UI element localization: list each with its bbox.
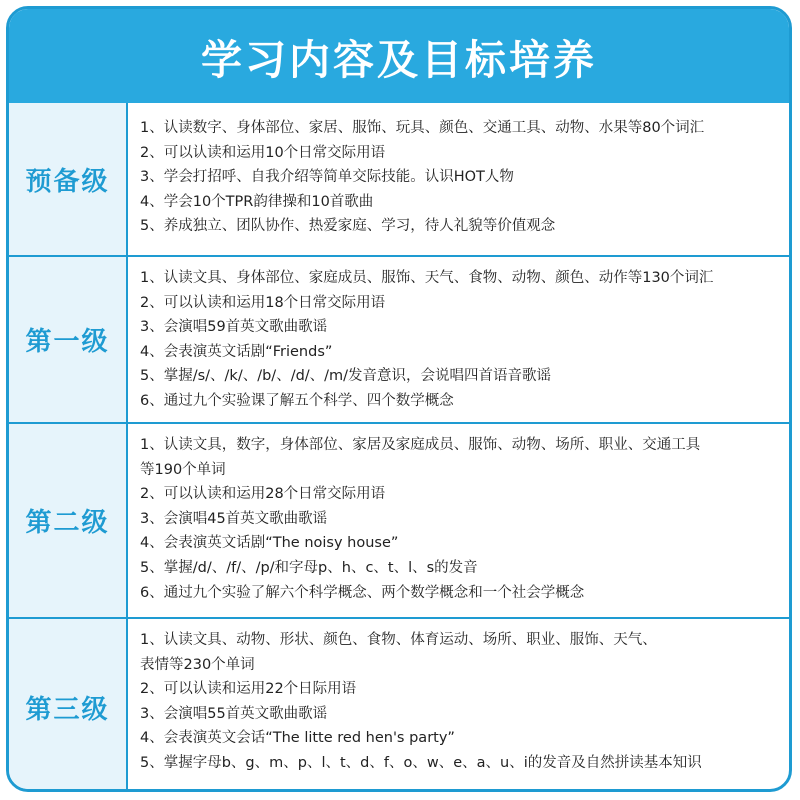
list-item: 1、认读文具、身体部位、家庭成员、服饰、天气、食物、动物、颜色、动作等130个词汇 bbox=[140, 270, 714, 286]
level-row-2 bbox=[9, 422, 789, 617]
list-item: 6、通过九个实验课了解五个科学、四个数学概念 bbox=[140, 392, 454, 409]
level-row-3 bbox=[9, 617, 789, 792]
list-item: 1、认读文具，数字，身体部位、家居及家庭成员、服饰、动物、场所、职业、交通工具 bbox=[140, 437, 701, 453]
list-item: 1、认读数字、身体部位、家居、服饰、玩具、颜色、交通工具、动物、水果等80个词汇 bbox=[140, 120, 705, 136]
level-label-cell bbox=[9, 257, 128, 422]
level-label: 第三级 bbox=[25, 694, 110, 725]
list-item: 2、可以认读和运用22个日际用语 bbox=[140, 681, 357, 698]
list-item: 5、掌握/s/、/k/、/b/、/d/、/m/发音意识，会说唱四首语音歌谣 bbox=[140, 368, 552, 385]
list-item: 5、掌握/d/、/f/、/p/和字母p、h、c、t、l、s的发音 bbox=[140, 559, 478, 576]
list-item: 表情等230个单词 bbox=[140, 656, 255, 673]
list-item: 4、会表演英文话剧“The noisy house” bbox=[140, 535, 399, 552]
level-content bbox=[128, 257, 789, 422]
list-item: 5、掌握字母b、g、m、p、l、t、d、f、o、w、e、a、u、i的发音及自然拼读基本知识 bbox=[140, 754, 702, 771]
list-item: 等190个单词 bbox=[140, 461, 226, 478]
level-content bbox=[128, 424, 789, 617]
curriculum-table bbox=[9, 103, 789, 789]
level-content bbox=[128, 619, 789, 792]
level-label-cell bbox=[9, 619, 128, 792]
list-item: 4、会表演英文话剧“Friends” bbox=[140, 343, 333, 360]
list-item: 2、可以认读和运用18个日常交际用语 bbox=[140, 294, 386, 311]
level-label: 预备级 bbox=[25, 166, 110, 197]
list-item: 3、学会打招呼、自我介绍等简单交际技能。认识HOT人物 bbox=[140, 169, 514, 186]
list-item: 5、养成独立、团队协作、热爱家庭、学习，待人礼貌等价值观念 bbox=[140, 218, 556, 235]
level-label: 第一级 bbox=[25, 327, 110, 357]
level-label-cell bbox=[9, 424, 128, 617]
list-item: 4、学会10个TPR韵律操和10首歌曲 bbox=[140, 193, 374, 210]
level-label-cell bbox=[9, 103, 128, 255]
list-item: 4、会表演英文会话“The litte red hen's party” bbox=[140, 730, 455, 747]
page-title: 学习内容及目标培养 bbox=[201, 35, 597, 84]
list-item: 1、认读文具、动物、形状、颜色、食物、体育运动、场所、职业、服饰、天气、 bbox=[140, 632, 657, 648]
content-frame bbox=[6, 6, 792, 792]
list-item: 2、可以认读和运用28个日常交际用语 bbox=[140, 486, 386, 503]
list-item: 2、可以认读和运用10个日常交际用语 bbox=[140, 144, 386, 161]
level-content bbox=[128, 103, 789, 255]
level-row-preparatory bbox=[9, 103, 789, 255]
list-item: 3、会演唱55首英文歌曲歌谣 bbox=[140, 705, 328, 722]
level-row-1 bbox=[9, 255, 789, 422]
level-label: 第二级 bbox=[25, 508, 110, 538]
header-banner bbox=[9, 9, 789, 103]
list-item: 3、会演唱45首英文歌曲歌谣 bbox=[140, 510, 328, 527]
list-item: 3、会演唱59首英文歌曲歌谣 bbox=[140, 319, 328, 336]
list-item: 6、通过九个实验了解六个科学概念、两个数学概念和一个社会学概念 bbox=[140, 584, 585, 601]
